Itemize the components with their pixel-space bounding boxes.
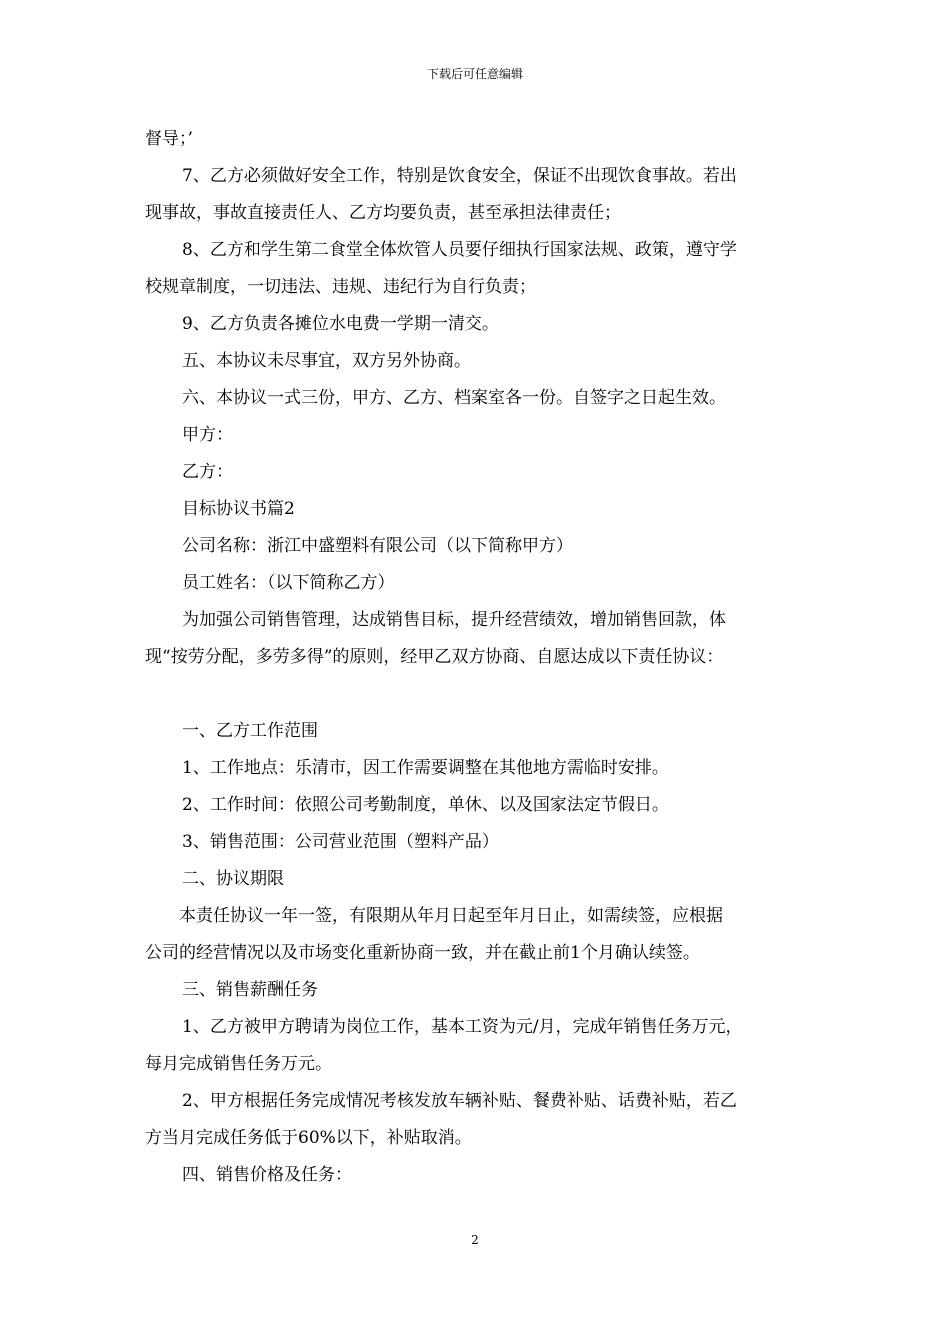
paragraph-line: 7、乙方必须做好安全工作，特别是饮食安全，保证不出现饮食事故。若出 [182, 166, 737, 186]
paragraph-line: 1、乙方被甲方聘请为岗位工作，基本工资为元/月，完成年销售任务万元， [182, 1017, 743, 1037]
section-heading: 二、协议期限 [182, 869, 284, 889]
party-b-label: 乙方： [182, 462, 233, 482]
company-name-line: 公司名称：浙江中盛塑料有限公司（以下简称甲方） [182, 536, 573, 556]
paragraph-line: 每月完成销售任务万元。 [145, 1054, 332, 1074]
paragraph-line: 六、本协议一式三份，甲方、乙方、档案室各一份。自签字之日起生效。 [182, 388, 726, 408]
paragraph-line: 方当月完成任务低于60%以下，补贴取消。 [145, 1128, 472, 1148]
section-title: 目标协议书篇2 [182, 499, 295, 519]
paragraph-line: 2、工作时间：依照公司考勤制度，单休、以及国家法定节假日。 [182, 795, 669, 815]
section-heading: 一、乙方工作范围 [182, 721, 318, 741]
paragraph-line: 校规章制度，一切违法、违规、违纪行为自行负责； [145, 277, 536, 297]
section-heading: 四、销售价格及任务： [182, 1165, 352, 1185]
paragraph-line: 现事故，事故直接责任人、乙方均要负责，甚至承担法律责任； [145, 203, 621, 223]
page-header: 下载后可任意编辑 [426, 67, 523, 81]
paragraph-line: 3、销售范围：公司营业范围（塑料产品） [182, 832, 499, 852]
section-heading: 三、销售薪酬任务 [182, 980, 318, 1000]
paragraph-line: 为加强公司销售管理，达成销售目标，提升经营绩效，增加销售回款，体 [182, 610, 726, 630]
paragraph-line: 五、本协议未尽事宜，双方另外协商。 [182, 351, 471, 371]
paragraph-line: 1、工作地点：乐清市，因工作需要调整在其他地方需临时安排。 [182, 758, 669, 778]
paragraph-line: 公司的经营情况以及市场变化重新协商一致，并在截止前1个月确认续签。 [145, 943, 700, 963]
paragraph-line: 本责任协议一年一签，有限期从年月日起至年月日止，如需续签，应根据 [179, 906, 723, 926]
paragraph-line: 督导；’ [145, 129, 193, 149]
paragraph-line: 现“按劳分配，多劳多得”的原则，经甲乙双方协商、自愿达成以下责任协议： [145, 647, 724, 667]
paragraph-line: 8、乙方和学生第二食堂全体炊管人员要仔细执行国家法规、政策，遵守学 [182, 240, 737, 260]
paragraph-line: 2、甲方根据任务完成情况考核发放车辆补贴、餐费补贴、话费补贴，若乙 [182, 1091, 737, 1111]
document-body [145, 121, 809, 1194]
employee-name-line: 员工姓名：（以下简称乙方） [182, 573, 395, 593]
paragraph-line: 9、乙方负责各摊位水电费一学期一清交。 [182, 314, 499, 334]
blank-line [145, 676, 809, 713]
party-a-label: 甲方： [182, 425, 233, 445]
page-number: 2 [471, 1233, 479, 1247]
